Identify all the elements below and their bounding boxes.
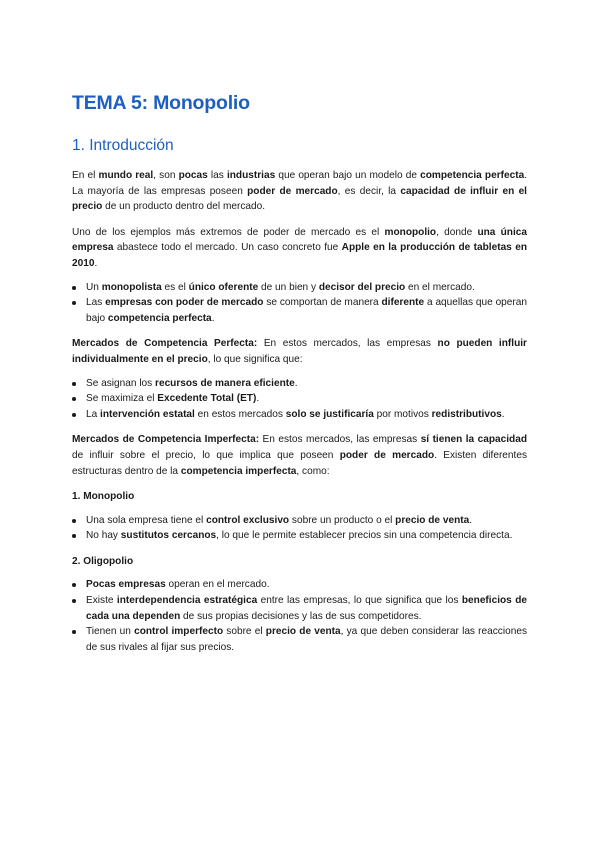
text-run: Se maximiza el bbox=[86, 393, 158, 405]
bullet-item bbox=[72, 528, 527, 544]
bold-text: sí tienen la capacidad bbox=[420, 434, 528, 446]
text-run: . bbox=[294, 377, 298, 389]
bold-text: intervención estatal bbox=[100, 408, 195, 420]
text-run: por motivos bbox=[373, 408, 432, 420]
bold-text: poder de mercado bbox=[339, 449, 435, 461]
text-run: a aquellas que operan bajo bbox=[86, 297, 527, 324]
bold-text: decisor del precio bbox=[318, 281, 406, 293]
bold-text: precio de venta bbox=[395, 514, 470, 526]
text-run: . Existen diferentes estructuras dentro de la bbox=[72, 449, 527, 477]
bold-text: recursos de manera eficiente bbox=[155, 377, 295, 389]
oligopolio-bullet-list bbox=[72, 577, 527, 655]
text-run: En estos mercados, las empresas bbox=[259, 434, 421, 446]
text-run: . bbox=[501, 408, 505, 420]
bold-text: monopolio bbox=[384, 226, 437, 238]
text-run: , como: bbox=[296, 465, 330, 477]
subheading-monopolio: 1. Monopolio bbox=[72, 491, 135, 503]
text-run: No hay bbox=[86, 530, 121, 542]
bullet-item bbox=[72, 391, 527, 407]
text-run: , lo que significa que: bbox=[207, 353, 303, 365]
text-run: , donde bbox=[436, 226, 478, 238]
text-run: Se asignan los bbox=[86, 377, 156, 389]
text-run: en estos mercados bbox=[194, 408, 286, 420]
text-run: . La mayoría de las empresas poseen bbox=[72, 170, 528, 197]
bold-text: Apple en la producción de tabletas en 2010 bbox=[72, 242, 527, 269]
text-run: de un producto dentro del mercado. bbox=[102, 201, 266, 213]
page-title: TEMA 5: Monopolio bbox=[72, 92, 250, 114]
text-run: en el mercado. bbox=[405, 281, 475, 293]
bold-text: solo se justificaría bbox=[285, 408, 374, 420]
bullet-item bbox=[72, 376, 527, 392]
bold-text: Mercados de Competencia Perfecta: bbox=[72, 338, 258, 350]
bullet-item bbox=[72, 295, 527, 326]
text-run: En estos mercados, las empresas bbox=[257, 338, 438, 350]
bold-text: sustitutos cercanos bbox=[120, 530, 217, 542]
imperfect-competition-paragraph bbox=[72, 432, 527, 479]
bullet-item bbox=[72, 624, 527, 655]
intro-paragraph-2 bbox=[72, 225, 527, 272]
text-run: sobre un producto o el bbox=[289, 514, 396, 526]
text-run: Existe bbox=[86, 595, 117, 607]
text-run: . bbox=[211, 312, 215, 324]
bullet-item bbox=[72, 407, 527, 423]
bold-text: mundo real bbox=[98, 170, 154, 181]
text-run: de un bien y bbox=[258, 281, 319, 293]
bold-text: Mercados de Competencia Imperfecta: bbox=[72, 434, 260, 446]
subheading-oligopolio: 2. Oligopolio bbox=[72, 555, 134, 567]
bold-text: competencia imperfecta bbox=[180, 465, 297, 477]
text-run: las bbox=[207, 170, 227, 181]
bold-text: precio de venta bbox=[265, 626, 341, 638]
bold-text: competencia perfecta bbox=[420, 170, 525, 181]
text-run: abastece todo el mercado. Un caso concreto fue bbox=[113, 242, 342, 254]
text-run: es el bbox=[161, 281, 189, 293]
monopolio-bullet-list bbox=[72, 513, 527, 544]
text-run: La bbox=[86, 408, 101, 420]
bold-text: empresas con poder de mercado bbox=[105, 297, 264, 309]
bold-text: control imperfecto bbox=[134, 626, 224, 638]
bold-text: industrias bbox=[226, 170, 276, 181]
text-run: que operan bajo un modelo de bbox=[275, 170, 421, 181]
text-run: de influir sobre el precio, lo que implica que poseen bbox=[72, 449, 340, 461]
monopoly-bullet-list bbox=[72, 280, 527, 327]
text-run: . bbox=[469, 514, 473, 526]
document-body bbox=[72, 168, 527, 655]
section-heading: 1. Introducción bbox=[72, 137, 174, 154]
intro-paragraph-1 bbox=[72, 168, 527, 215]
text-run: , ya que deben considerar las reacciones de sus rivales al fijar sus precios. bbox=[86, 626, 527, 653]
text-run: Uno de los ejemplos más extremos de poder de mercado es el bbox=[72, 226, 385, 238]
bold-text: único oferente bbox=[188, 281, 259, 293]
text-run: de sus propias decisiones y las de sus competidores. bbox=[180, 610, 422, 622]
bold-text: monopolista bbox=[101, 281, 162, 293]
text-run: entre las empresas, lo que significa que los bbox=[257, 595, 462, 607]
bold-text: capacidad de influir en el precio bbox=[72, 185, 527, 213]
bullet-item bbox=[72, 280, 527, 296]
text-run: . bbox=[256, 393, 260, 405]
text-run: , es decir, la bbox=[337, 185, 401, 197]
text-run: se comportan de manera bbox=[263, 297, 382, 309]
text-run: Las bbox=[86, 297, 106, 309]
text-run: . bbox=[94, 257, 98, 269]
bold-text: interdependencia estratégica bbox=[116, 595, 258, 607]
bold-text: poder de mercado bbox=[247, 185, 338, 197]
bold-text: Pocas empresas bbox=[86, 579, 166, 591]
text-run: , lo que le permite establecer precios sin una competencia directa. bbox=[216, 530, 513, 542]
perfect-competition-paragraph bbox=[72, 336, 527, 367]
text-run: Tienen un bbox=[86, 626, 135, 638]
text-run: operan en el mercado. bbox=[165, 579, 270, 591]
bullet-item bbox=[72, 593, 527, 624]
bold-text: no pueden influir individualmente en el precio bbox=[72, 338, 527, 365]
bold-text: control exclusivo bbox=[206, 514, 290, 526]
bold-text: redistributivos bbox=[431, 408, 502, 420]
bold-text: beneficios de cada una dependen bbox=[86, 595, 527, 622]
bold-text: Excedente Total (ET) bbox=[157, 393, 257, 405]
perfect-competition-bullet-list bbox=[72, 376, 527, 423]
text-run: Un bbox=[86, 281, 102, 293]
bold-text: diferente bbox=[381, 297, 425, 309]
text-run: En el bbox=[72, 170, 99, 181]
bullet-item bbox=[72, 513, 527, 529]
bold-text: competencia perfecta bbox=[107, 312, 212, 324]
text-run: sobre el bbox=[223, 626, 266, 638]
text-run: , son bbox=[153, 170, 179, 181]
bold-text: una única empresa bbox=[72, 226, 527, 254]
text-run: Una sola empresa tiene el bbox=[86, 514, 207, 526]
bold-text: pocas bbox=[178, 170, 208, 181]
bullet-item bbox=[72, 577, 527, 593]
